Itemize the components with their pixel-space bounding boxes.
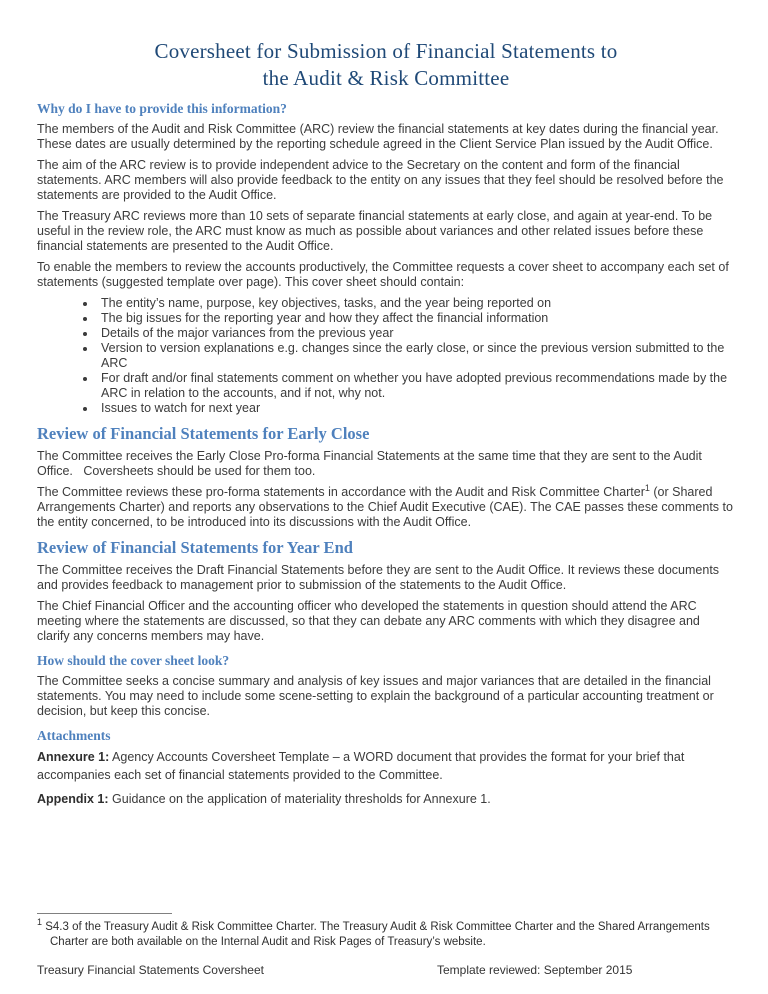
paragraph-cover-sheet-1: The Committee seeks a concise summary and analysis of key issues and major variances that are detailed in the financial statements. You may need to include some scene-setting to explain the background of a particular accounting treatment or decision, but keep this concise. — [37, 674, 714, 718]
heading-cover-sheet-look: How should the cover sheet look? — [37, 653, 230, 668]
page-title-line-1: Coversheet for Submission of Financial Statements to — [154, 39, 618, 63]
paragraph-appendix-1 — [37, 791, 735, 809]
paragraph-year-end-2: The Chief Financial Officer and the accounting officer who developed the statements in question should attend the ARC meeting where the statements are discussed, so that they can debate any ARC comments with which they disagree and clarify any concerns members may have. — [37, 599, 700, 643]
list-item: • For draft and/or final statements comment on whether you have adopted previous recommendations made by the ARC in relation to the accounts, and if not, why not. — [97, 371, 735, 401]
list-item: • Version to version explanations e.g. changes since the early close, or since the previous version submitted to the ARC — [97, 341, 735, 371]
heading-why-provide-info: Why do I have to provide this information? — [37, 101, 287, 116]
paragraph-early-close-2 — [37, 482, 735, 530]
list-item: • The entity’s name, purpose, key objectives, tasks, and the year being reported on — [97, 296, 735, 311]
paragraph-annexure-1 — [37, 749, 735, 784]
list-item: • The big issues for the reporting year and how they affect the financial information — [97, 311, 735, 326]
paragraph-why-1: The members of the Audit and Risk Committee (ARC) review the financial statements at key dates during the financial year. These dates are usually determined by the reporting schedule agreed in the Client Service Plan issued by the Audit Office. — [37, 122, 719, 151]
appendix-label: Appendix 1: — [37, 792, 109, 806]
heading-year-end: Review of Financial Statements for Year End — [37, 538, 353, 557]
footer-template-reviewed: Template reviewed: September 2015 — [437, 963, 633, 977]
annexure-text: Agency Accounts Coversheet Template – a WORD document that provides the format for your brief that accompanies each set of financial statements provided to the Committee. — [37, 750, 685, 782]
paragraph-why-3: The Treasury ARC reviews more than 10 sets of separate financial statements at early close, and again at year-end. To be useful in the review role, the ARC must know as much as possible about variances and other related issues before these financial statements are presented to the Audit Office. — [37, 209, 713, 253]
page-title-line-2: the Audit & Risk Committee — [262, 66, 510, 90]
paragraph-text: The Committee reviews these pro-forma statements in accordance with the Audit and Risk Committee Charter — [37, 485, 645, 499]
appendix-text: Guidance on the application of materiality thresholds for Annexure 1. — [108, 792, 491, 806]
footer-document-name: Treasury Financial Statements Coversheet — [37, 963, 264, 977]
list-item: • Issues to watch for next year — [97, 401, 735, 416]
footnote-separator — [37, 913, 172, 914]
footnote — [37, 917, 710, 950]
paragraph-why-2: The aim of the ARC review is to provide independent advice to the Secretary on the content and form of the financial statements. ARC members will also provide feedback to the entity on any issues that they feel should be resolved before the statements are provided to the Audit Office. — [37, 158, 724, 202]
footnote-text: S4.3 of the Treasury Audit & Risk Committee Charter. The Treasury Audit & Risk Committee Charter and the Shared Arrangements Charter are both available on the Internal Audit and Risk Pages of Treasury’s website. — [42, 921, 710, 948]
annexure-label: Annexure 1: — [37, 750, 110, 764]
paragraph-text: (or Shared Arrangements Charter) and reports any observations to the Chief Audit Executive (CAE). The CAE passes these comments to the entity concerned, to be introduced into its discussions with the Audit Office. — [37, 485, 733, 529]
paragraph-year-end-1: The Committee receives the Draft Financial Statements before they are sent to the Audit Office. It reviews these documents and provides feedback to management prior to submission of the statements to the Audit Office. — [37, 563, 720, 592]
heading-attachments: Attachments — [37, 728, 111, 743]
heading-early-close: Review of Financial Statements for Early Close — [37, 424, 370, 443]
list-item: • Details of the major variances from the previous year — [97, 326, 735, 341]
coversheet-contents-list — [37, 296, 735, 416]
footnote-number: 1 — [37, 917, 43, 928]
page-title — [67, 38, 705, 92]
footnote-reference: 1 — [644, 482, 650, 493]
paragraph-early-close-1: The Committee receives the Early Close Pro-forma Financial Statements at the same time that they are sent to the Audit Office. Coversheets should be used for them too. — [37, 449, 706, 478]
paragraph-why-4: To enable the members to review the accounts productively, the Committee requests a cover sheet to accompany each set of statements (suggested template over page). This cover sheet should contain: — [37, 260, 729, 289]
